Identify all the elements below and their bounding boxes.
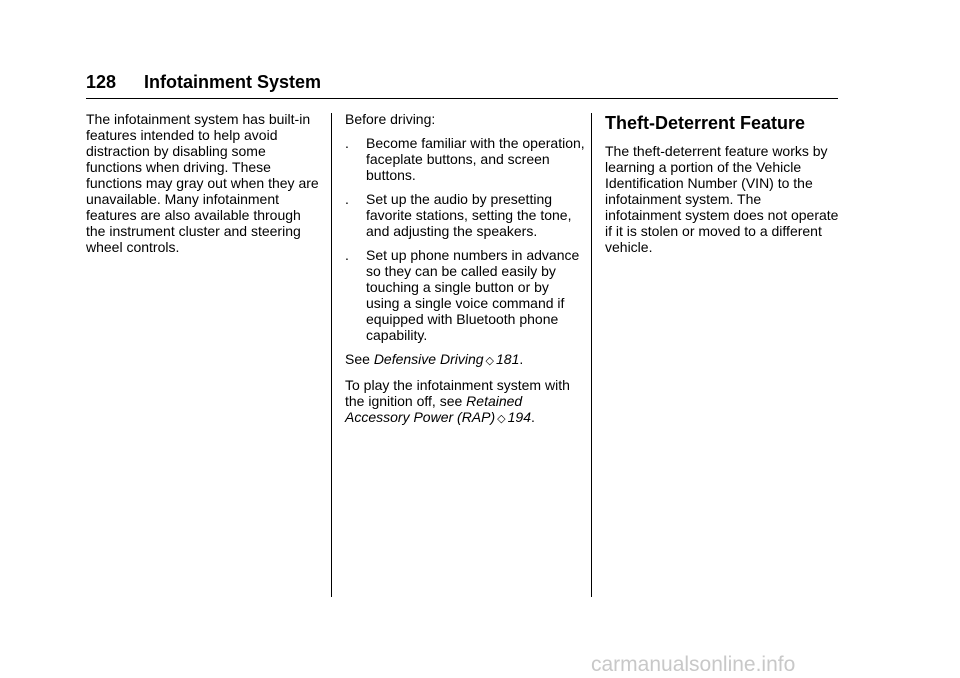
retained-accessory-power-link[interactable]: Retained Accessory Power (RAP) xyxy=(345,393,523,425)
before-driving-intro: Before driving: xyxy=(345,111,436,127)
page-number: 128 xyxy=(86,72,117,92)
watermark: carmanualsonline.info xyxy=(591,653,796,676)
page-reference[interactable]: 181 xyxy=(496,351,520,367)
column-divider-1 xyxy=(331,113,332,597)
column-1 xyxy=(86,111,322,263)
see-suffix: . xyxy=(519,351,524,367)
header-rule xyxy=(86,98,838,99)
see-prefix: See xyxy=(345,351,374,367)
list-item xyxy=(345,191,585,239)
list-item xyxy=(345,247,585,343)
see-prefix: To play the infotainment system with the ignition off, see xyxy=(345,377,570,409)
page-reference-icon: ◇ xyxy=(485,355,494,367)
bullet-mark: . xyxy=(345,191,349,207)
theft-deterrent-paragraph: The theft-deterrent feature works by learning a portion of the Vehicle Identification Number (VIN) to the infotainment system. The infotainment system does not operate if it is stolen or moved to a different vehicle. xyxy=(605,143,839,255)
column-divider-2 xyxy=(591,113,592,597)
column-2 xyxy=(345,111,585,435)
defensive-driving-link[interactable]: Defensive Driving xyxy=(373,351,484,367)
list-item-text: Set up the audio by presetting favorite stations, setting the tone, and adjusting the speakers. xyxy=(366,191,572,239)
page-reference-icon: ◇ xyxy=(497,413,506,425)
intro-paragraph: The infotainment system has built-in features intended to help avoid distraction by disabling some functions when driving. These functions may gray out when they are unavailable. Many infotainment features are also available through the instrument cluster and steering wheel controls. xyxy=(86,111,319,255)
column-3 xyxy=(605,111,841,263)
list-item-text: Set up phone numbers in advance so they can be called easily by touching a single button or by using a single voice command if equipped with Bluetooth phone capability. xyxy=(366,247,580,343)
bullet-mark: . xyxy=(345,247,349,263)
theft-deterrent-heading: Theft-Deterrent Feature xyxy=(605,113,806,133)
bullet-mark: . xyxy=(345,135,349,151)
see-defensive-driving xyxy=(345,351,585,369)
see-suffix: . xyxy=(530,409,535,425)
list-item-text: Become familiar with the operation, faceplate buttons, and screen buttons. xyxy=(366,135,585,183)
see-retained-power xyxy=(345,377,585,427)
page-reference[interactable]: 194 xyxy=(507,409,531,425)
list-item xyxy=(345,135,585,183)
page-header xyxy=(86,72,838,100)
section-title: Infotainment System xyxy=(144,72,322,92)
